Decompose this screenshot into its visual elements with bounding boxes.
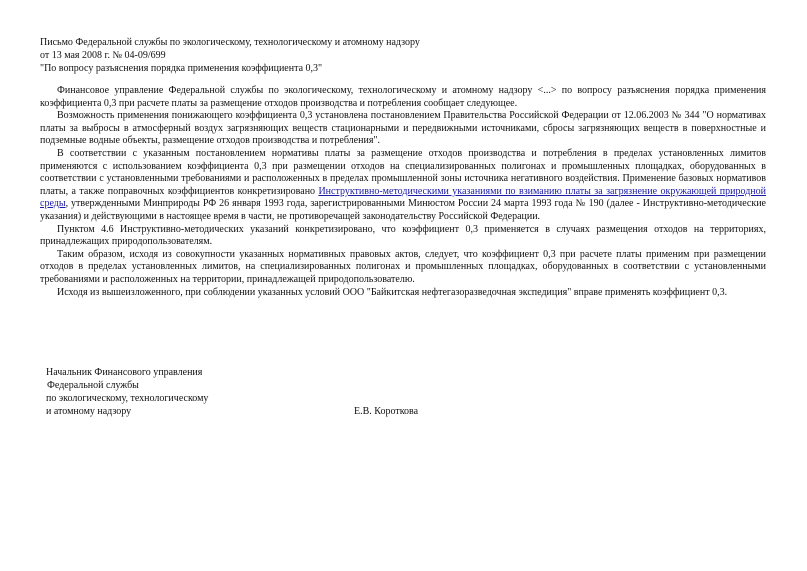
signatory-position-line-1: Начальник Финансового управления (46, 367, 203, 378)
document (40, 36, 766, 299)
paragraph-3 (40, 148, 766, 224)
paragraph-4: Пунктом 4.6 Инструктивно-методических указаний конкретизировано, что коэффициент 0,3 применяется в случаях размещения отходов на территориях, принадлежащих природопользователям. (40, 223, 766, 248)
document-subject: "По вопросу разъяснения порядка применения коэффициента 0,3" (40, 63, 323, 74)
paragraph-3-text-before: В соответствии с указанным постановлением нормативы платы за размещение отходов производства и потребления в пределах установленных лимитов применяются с использованием коэффициента 0,3 при размещении отходов на специализированных полигонах и промышленных площадках, оборудованных в соответствии с установленными требованиями и расположенных в пределах промышленной зоны источника негативного воздействия. Применение базовых нормативов платы, а также поправочных коэффициентов конкретизировано (40, 147, 766, 197)
paragraph-5: Таким образом, исходя из совокупности указанных нормативных правовых актов, следует, что коэффициент 0,3 при расчете платы применим при размещении отходов в пределах установленных лимитов, на специализированных полигонах и промышленных площадках, оборудованных в соответствии с установленными требованиями и расположенных на территории, принадлежащей природопользователю. (40, 248, 766, 285)
paragraph-6: Исходя из вышеизложенного, при соблюдении указанных условий ООО "Байкитская нефтегазоразведочная экспедиция" вправе применять коэффициент 0,3. (57, 286, 728, 298)
signatory-position-line-4: и атомному надзору (46, 406, 132, 417)
document-title: Письмо Федеральной службы по экологическому, технологическому и атомному надзору (40, 37, 420, 48)
document-header (40, 36, 766, 75)
signature-block (46, 366, 506, 418)
instruction-link[interactable]: Инструктивно-методическими указаниями по взиманию платы за загрязнение окружающей природной среды (40, 185, 766, 210)
document-body (40, 85, 766, 299)
paragraph-2: Возможность применения понижающего коэффициента 0,3 установлена постановлением Правительства Российской Федерации от 12.06.2003 № 344 "О нормативах платы за выбросы в атмосферный воздух загрязняющих веществ стационарными и передвижными источниками, сбросы загрязняющих веществ в поверхностные и подземные водные объекты, размещение отходов производства и потребления". (40, 110, 766, 147)
paragraph-3-text-after: , утвержденными Минприроды РФ 26 января 1993 года, зарегистрированными Минюстом России 24 марта 1993 года № 190 (далее - Инструктивно-методические указания) и действующими в настоящее время в части, не противоречащей законодательству Российской Федерации. (40, 198, 766, 222)
document-date-number: от 13 мая 2008 г. № 04-09/699 (40, 50, 166, 61)
paragraph-1: Финансовое управление Федеральной службы по экологическому, технологическому и атомному надзору <...> по вопросу разъяснения порядка применения коэффициента 0,3 при расчете платы за размещение отходов производства и потребления сообщает следующее. (40, 85, 766, 109)
signatory-position-line-2: Федеральной службы (47, 380, 139, 391)
signatory-position-line-3: по экологическому, технологическому (46, 393, 209, 404)
signatory-name: Е.В. Короткова (354, 406, 419, 417)
